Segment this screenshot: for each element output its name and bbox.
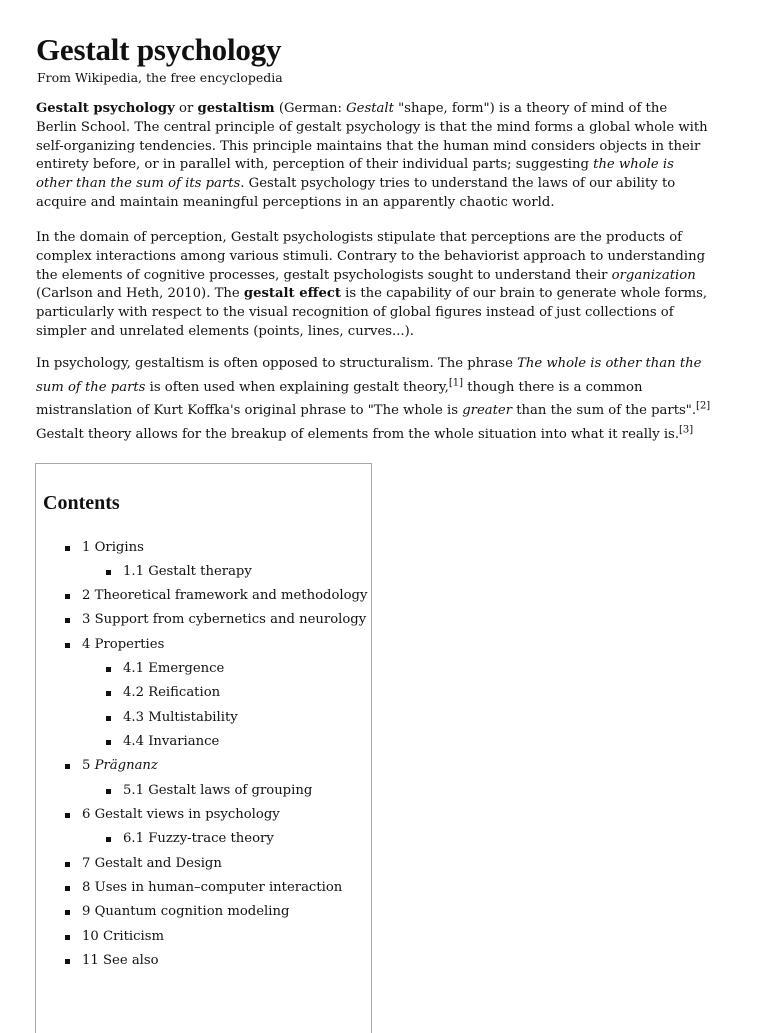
reference-link-2[interactable]: [2] (696, 400, 711, 412)
table-of-contents: Contents 1 Origins 1.1 Gestalt therapy 2 Theoretical framework and methodology 3 Support from cybernetics and neurology 4 Properties 4.1 Emergence 4.2 Reification 4.3 Multistability 4.4 Invariance 5 Prägnanz 5.1 Gestalt laws of grouping 6 Gestalt views in psychology 6.1 Fuzzy-trace theory 7 Gestalt and Design 8 Uses in human–computer interaction 9 Quantum cognition modeling 10 Criticism 11 See also (35, 463, 372, 1033)
bullet-icon (65, 643, 70, 648)
bullet-icon (65, 594, 70, 599)
site-subtitle: From Wikipedia, the free encyclopedia (37, 70, 283, 85)
bullet-icon (106, 740, 111, 745)
bullet-icon (106, 716, 111, 721)
bullet-icon (65, 813, 70, 818)
page-title: Gestalt psychology (36, 32, 282, 67)
intro-paragraph-1: Gestalt psychology or gestaltism (German: Gestalt "shape, form") is a theory of mind of the Berlin School. The central principle of gestalt psychology is that the mind forms a global whole with self-organizing tendencies. This principle maintains that the human mind considers objects in their entirety before, or in parallel with, perception of their individual parts; suggesting the whole is other than the sum of its parts. Gestalt psychology tries to understand the laws of our ability to acquire and maintain meaningful perceptions in an apparently chaotic world. (36, 101, 708, 210)
bullet-icon (65, 618, 70, 623)
bullet-icon (106, 570, 111, 575)
bullet-icon (65, 862, 70, 867)
bullet-icon (65, 886, 70, 891)
bullet-icon (106, 667, 111, 672)
term-gestalt-psychology: Gestalt psychology (36, 101, 175, 116)
intro-paragraph-2: In the domain of perception, Gestalt psychologists stipulate that perceptions are the products of complex interactions among various stimuli. Contrary to the behaviorist approach to understanding the elements of cognitive processes, gestalt psychologists sought to understand their organization (Carlson and Heth, 2010). The gestalt effect is the capability of our brain to generate whole forms, particularly with respect to the visual recognition of global figures instead of just collections of simpler and unrelated elements (points, lines, curves...). (36, 230, 708, 339)
term-gestaltism: gestaltism (197, 101, 275, 116)
bullet-icon (65, 546, 70, 551)
bullet-icon (65, 959, 70, 964)
bullet-icon (106, 789, 111, 794)
bullet-icon (65, 764, 70, 769)
bullet-icon (65, 910, 70, 915)
phrase-whole-other: the whole is other than the sum of its parts (36, 157, 674, 192)
term-organization: organization (611, 267, 696, 283)
term-gestalt-effect: gestalt effect (243, 286, 341, 302)
bullet-icon (106, 837, 111, 842)
phrase-whole-sum: The whole is other than the sum of the parts (36, 356, 702, 395)
reference-link-3[interactable]: [3] (679, 424, 694, 436)
term-greater: greater (462, 403, 513, 418)
toc-title: Contents (43, 492, 120, 514)
reference-link-1[interactable]: [1] (448, 377, 463, 389)
bullet-icon (106, 691, 111, 696)
term-gestalt-german: Gestalt (346, 101, 394, 116)
intro-paragraph-3: In psychology, gestaltism is often opposed to structuralism. The phrase The whole is other than the sum of the parts is often used when explaining gestalt theory,[1] though there is a common mistranslation of Kurt Koffka's original phrase to "The whole is greater than the sum of the parts".[2] Gestalt theory allows for the breakup of elements from the whole situation into what it really is.[3] (36, 356, 711, 442)
bullet-icon (65, 935, 70, 940)
